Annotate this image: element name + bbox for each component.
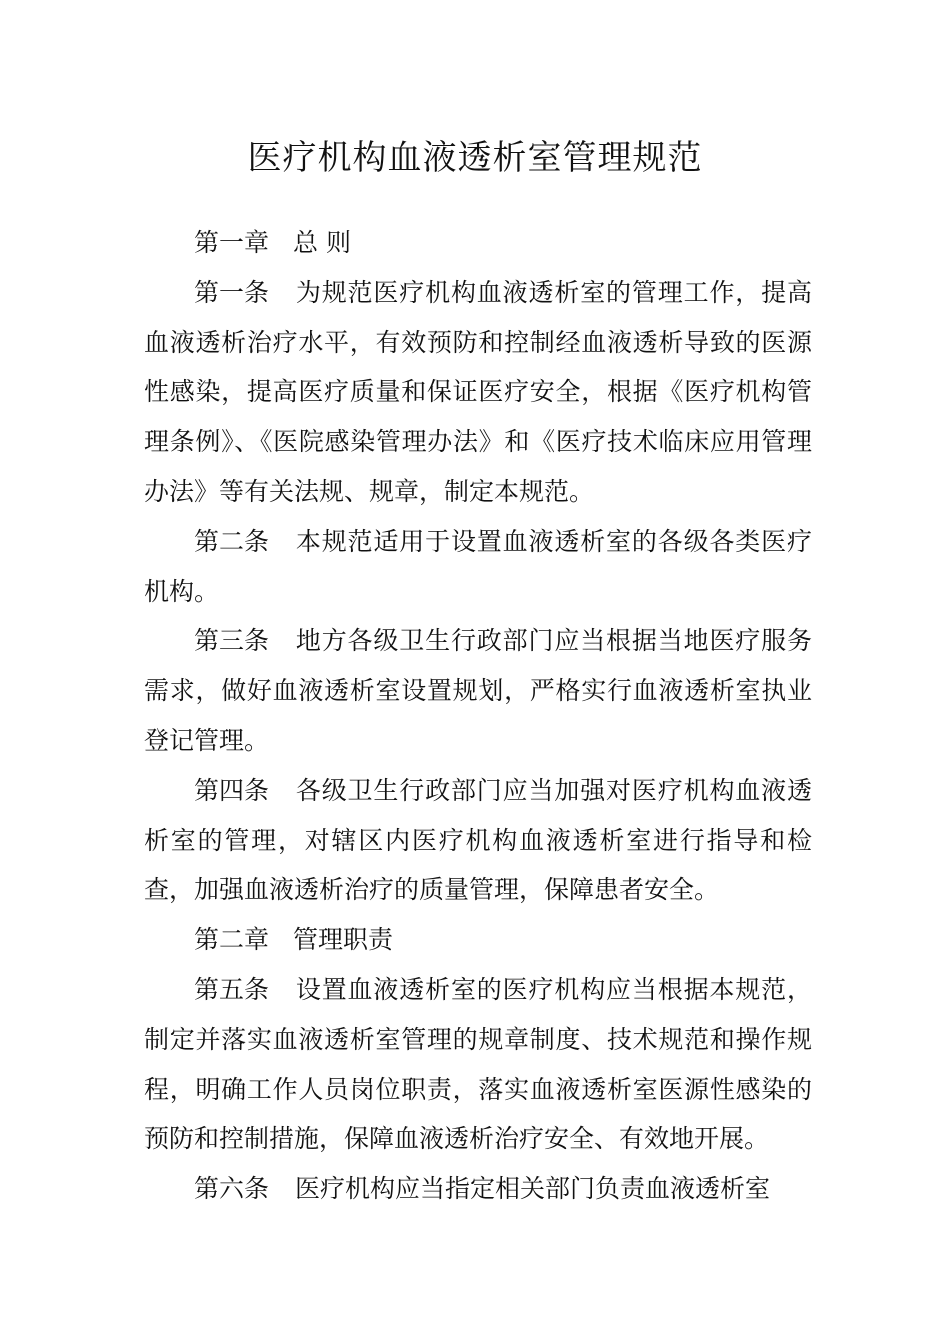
article-text: 为规范医疗机构血液透析室的管理工作，提高血液透析治疗水平，有效预防和控制经血液透析导致的医源性感染，提高医疗质量和保证医疗安全，根据《医疗机构管理条例》、《医院感染管理办法》和《医疗技术临床应用管理办法》等有关法规、规章，制定本规范。 [144,277,812,506]
chapter-title: 管理职责 [293,925,394,955]
article-label: 第三条 [194,626,270,656]
article-label: 第一条 [194,277,270,307]
article-text: 地方各级卫生行政部门应当根据当地医疗服务需求，做好血液透析室设置规划，严格实行血液透析室执业登记管理。 [144,626,812,755]
article-4 [144,766,812,915]
article-label: 第二条 [194,526,270,556]
article-3 [144,616,812,765]
article-6 [144,1164,812,1214]
chapter-title: 总 则 [293,228,351,257]
document-title: 医疗机构血液透析室管理规范 [247,138,703,178]
chapter-heading-1 [144,218,812,268]
chapter-label: 第一章 [194,228,270,257]
article-text: 本规范适用于设置血液透析室的各级各类医疗机构。 [144,526,812,606]
chapter-heading-2 [144,915,812,965]
article-text: 设置血液透析室的医疗机构应当根据本规范，制定并落实血液透析室管理的规章制度、技术规范和操作规程，明确工作人员岗位职责，落实血液透析室医源性感染的预防和控制措施，保障血液透析治疗安全、有效地开展。 [144,974,812,1154]
document-body [144,218,812,1214]
article-label: 第六条 [194,1174,270,1204]
chapter-label: 第二章 [194,925,270,955]
article-label: 第四条 [194,775,270,805]
article-1 [144,268,812,517]
article-5 [144,965,812,1164]
article-label: 第五条 [194,974,270,1004]
article-2 [144,517,812,617]
article-text: 医疗机构应当指定相关部门负责血液透析室 [295,1174,771,1204]
article-text: 各级卫生行政部门应当加强对医疗机构血液透析室的管理，对辖区内医疗机构血液透析室进行指导和检查，加强血液透析治疗的质量管理，保障患者安全。 [144,775,812,905]
